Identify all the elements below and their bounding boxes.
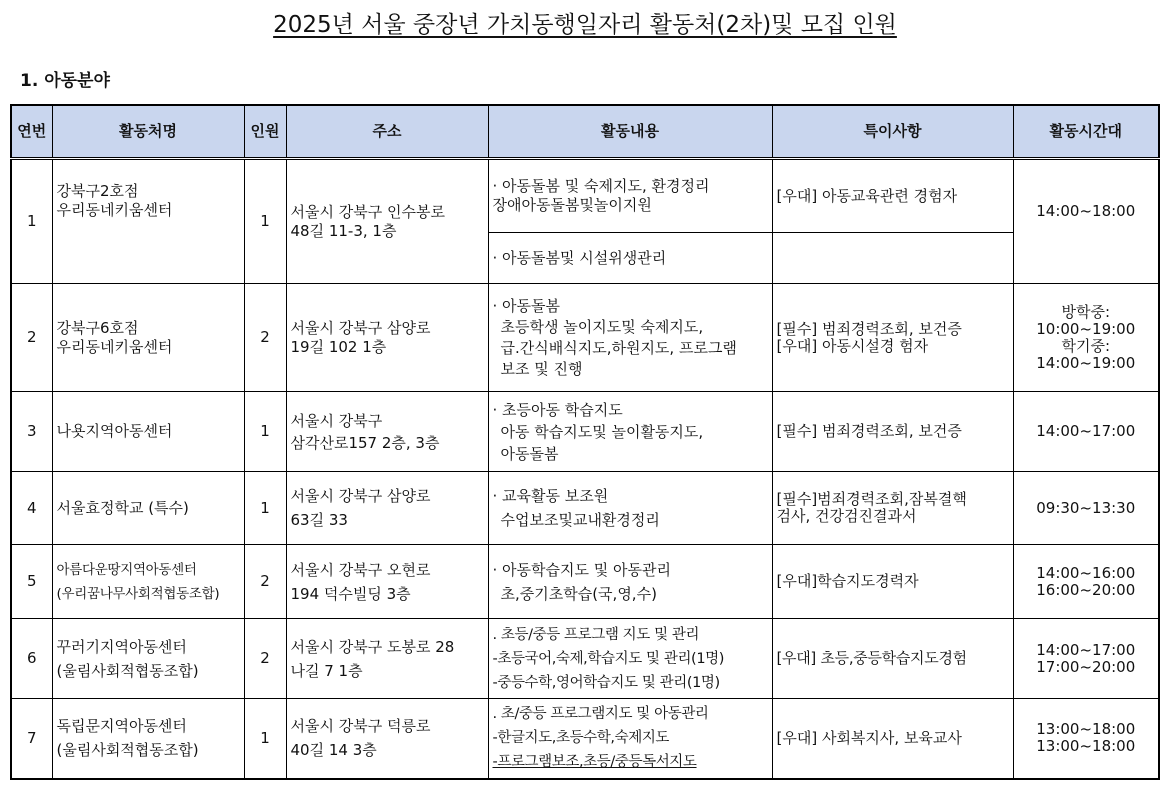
recruitment-table [10,104,1160,780]
row-activity: · 아동학습지도 및 아동관리 초,중기초학습(국,영,수) [488,545,772,619]
row-name: 서울효정학교 (특수) [52,472,244,545]
row-activity: · 아동돌봄 및 숙제지도, 환경정리 장애아동돌봄및놀이지원 [488,159,772,233]
row-note: [필수]범죄경력조회,잠복결핵 검사, 건강검진결과서 [772,472,1013,545]
table-row [11,284,1159,392]
row-activity: · 아동돌봄및 시설위생관리 [488,233,772,284]
table-row [11,159,1159,233]
row-note [772,233,1013,284]
row-no: 2 [11,284,52,392]
table-row [11,472,1159,545]
row-activity: · 교육활동 보조원 수업보조및교내환경정리 [488,472,772,545]
row-activity: . 초/중등 프로그램지도 및 아동관리 -한글지도,초등수학,숙제지도 -프로그램보조,초등/중등독서지도 [488,699,772,779]
header-row [11,105,1159,159]
header-name: 활동처명 [52,105,244,159]
row-count: 2 [244,284,286,392]
row-note: [필수] 범죄경력조회, 보건증 [우대] 아동시설경 험자 [772,284,1013,392]
row-time: 14:00~16:00 16:00~20:00 [1013,545,1159,619]
row-name: 아름다운땅지역아동센터 (우리꿈나무사회적협동조합) [52,545,244,619]
row-name: 꾸러기지역아동센터 (울림사회적협동조합) [52,619,244,699]
row-note: [우대] 사회복지사, 보육교사 [772,699,1013,779]
table-row [11,699,1159,779]
row-address: 서울시 강북구 인수봉로 48길 11-3, 1층 [286,159,488,284]
header-count: 인원 [244,105,286,159]
header-note: 특이사항 [772,105,1013,159]
header-address: 주소 [286,105,488,159]
row-note: [우대] 아동교육관련 경험자 [772,159,1013,233]
row-address: 서울시 강북구 덕릉로 40길 14 3층 [286,699,488,779]
row-time: 14:00~18:00 [1013,159,1159,284]
section-heading: 1. 아동분야 [20,71,110,91]
row-note: [필수] 범죄경력조회, 보건증 [772,392,1013,472]
row-address: 서울시 강북구 삼양로 19길 102 1층 [286,284,488,392]
row-address: 서울시 강북구 삼양로 63길 33 [286,472,488,545]
row-address: 서울시 강북구 오현로 194 덕수빌딩 3층 [286,545,488,619]
row-note: [우대]학습지도경력자 [772,545,1013,619]
row-no: 6 [11,619,52,699]
row-time: 13:00~18:00 13:00~18:00 [1013,699,1159,779]
row-count: 1 [244,159,286,284]
row-no: 3 [11,392,52,472]
row-count: 1 [244,472,286,545]
header-no: 연번 [11,105,52,159]
row-address: 서울시 강북구 도봉로 28 나길 7 1층 [286,619,488,699]
row-no: 7 [11,699,52,779]
row-count: 2 [244,545,286,619]
page-title: 2025년 서울 중장년 가치동행일자리 활동처(2차)및 모집 인원 [273,12,897,38]
row-count: 1 [244,699,286,779]
row-name: 독립문지역아동센터 (울림사회적협동조합) [52,699,244,779]
row-address: 서울시 강북구 삼각산로157 2층, 3층 [286,392,488,472]
row-note: [우대] 초등,중등학습지도경험 [772,619,1013,699]
header-time: 활동시간대 [1013,105,1159,159]
row-no: 1 [11,159,52,284]
header-activity: 활동내용 [488,105,772,159]
row-time: 14:00~17:00 [1013,392,1159,472]
row-name: 강북구2호점 우리동네키움센터 [52,159,244,284]
row-name: 나욧지역아동센터 [52,392,244,472]
row-activity: · 초등아동 학습지도 아동 학습지도및 놀이활동지도, 아동돌봄 [488,392,772,472]
table-row [11,545,1159,619]
row-activity: · 아동돌봄 초등학생 놀이지도및 숙제지도, 급.간식배식지도,하원지도, 프로그램 보조 및 진행 [488,284,772,392]
row-count: 2 [244,619,286,699]
table-row [11,619,1159,699]
table-row [11,392,1159,472]
row-count: 1 [244,392,286,472]
row-name: 강북구6호점 우리동네키움센터 [52,284,244,392]
row-time: 방학중: 10:00~19:00 학기중: 14:00~19:00 [1013,284,1159,392]
row-time: 14:00~17:00 17:00~20:00 [1013,619,1159,699]
row-time: 09:30~13:30 [1013,472,1159,545]
row-activity: . 초등/중등 프로그램 지도 및 관리 -초등국어,숙제,학습지도 및 관리(1명) -중등수학,영어학습지도 및 관리(1명) [488,619,772,699]
row-no: 4 [11,472,52,545]
row-no: 5 [11,545,52,619]
